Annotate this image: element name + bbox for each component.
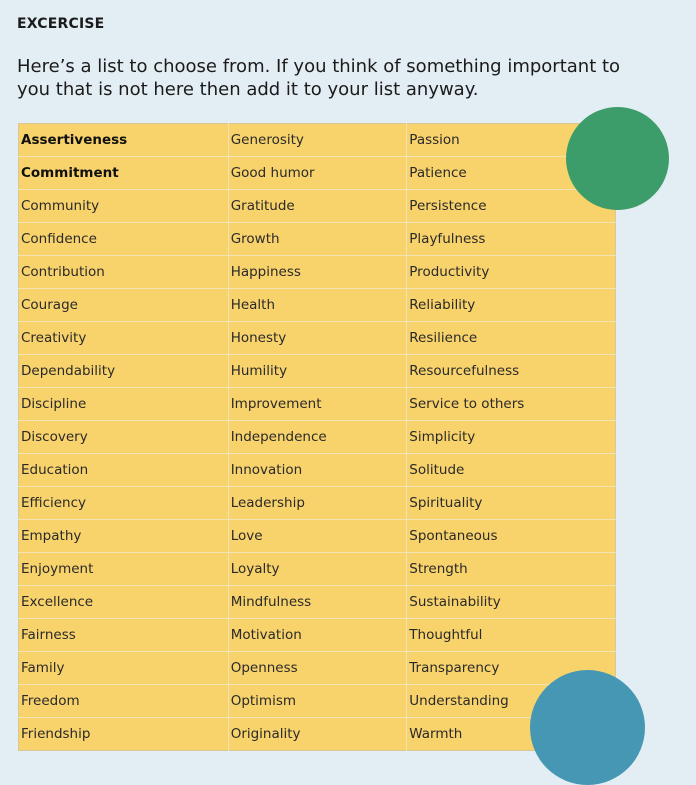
- value-cell: Playfulness: [407, 223, 616, 256]
- table-row: [19, 454, 616, 487]
- value-cell: Warmth: [409, 726, 463, 742]
- table-row: [19, 322, 616, 355]
- value-cell: Empathy: [19, 520, 229, 553]
- value-cell: Discovery: [19, 421, 229, 454]
- value-cell: Spirituality: [407, 487, 616, 520]
- table-row: [19, 289, 616, 322]
- value-cell: Sustainability: [407, 586, 616, 619]
- value-cell: Enjoyment: [19, 553, 229, 586]
- value-cell: Growth: [228, 223, 407, 256]
- intro-text: Here’s a list to choose from. If you think of something important to you that is not here then add it to your list anyway.: [17, 56, 621, 100]
- table-row: [19, 520, 616, 553]
- value-cell: Service to others: [407, 388, 616, 421]
- value-cell: Discipline: [19, 388, 229, 421]
- value-cell: Contribution: [19, 256, 229, 289]
- table-row: [19, 355, 616, 388]
- table-row: [19, 619, 616, 652]
- table-row: [19, 685, 616, 718]
- value-cell: Good humor: [228, 157, 407, 190]
- table-row: [19, 421, 616, 454]
- value-cell: Spontaneous: [407, 520, 616, 553]
- value-cell: Honesty: [228, 322, 407, 355]
- value-cell: Resilience: [407, 322, 616, 355]
- decorative-blue-circle: [530, 670, 645, 785]
- value-cell: Friendship: [19, 718, 229, 751]
- value-cell: Creativity: [19, 322, 229, 355]
- value-cell: Happiness: [228, 256, 407, 289]
- value-cell: Fairness: [19, 619, 229, 652]
- value-cell: Humility: [228, 355, 407, 388]
- table-row: [19, 586, 616, 619]
- value-cell: Dependability: [19, 355, 229, 388]
- value-cell: Assertiveness: [19, 124, 229, 157]
- table-row: [19, 487, 616, 520]
- value-cell: Transparency: [407, 652, 616, 685]
- table-row: [19, 190, 616, 223]
- table-row: [19, 223, 616, 256]
- value-cell: Strength: [407, 553, 616, 586]
- value-cell: Solitude: [407, 454, 616, 487]
- value-cell: Gratitude: [228, 190, 407, 223]
- value-cell: Improvement: [228, 388, 407, 421]
- value-cell: Optimism: [228, 685, 407, 718]
- value-cell: Education: [19, 454, 229, 487]
- value-cell: Family: [19, 652, 229, 685]
- table-row: [19, 553, 616, 586]
- value-cell: Openness: [228, 652, 407, 685]
- value-cell: Loyalty: [228, 553, 407, 586]
- value-cell: Persistence: [407, 190, 616, 223]
- value-cell: Passion: [407, 124, 616, 157]
- value-cell: Motivation: [228, 619, 407, 652]
- values-table: [18, 123, 616, 751]
- value-cell: Reliability: [407, 289, 616, 322]
- value-cell: Freedom: [19, 685, 229, 718]
- table-row: [19, 652, 616, 685]
- value-cell: Independence: [228, 421, 407, 454]
- table-row: [19, 124, 616, 157]
- table-row: [19, 718, 616, 751]
- value-cell: Thoughtful: [407, 619, 616, 652]
- value-cell: Community: [19, 190, 229, 223]
- value-cell: Understanding: [407, 685, 616, 718]
- value-cell: Resourcefulness: [407, 355, 616, 388]
- value-cell: Originality: [228, 718, 407, 751]
- values-table-body: [19, 124, 616, 751]
- decorative-green-circle: [566, 107, 669, 210]
- value-cell: Efficiency: [19, 487, 229, 520]
- value-cell: Generosity: [228, 124, 407, 157]
- value-cell: Leadership: [228, 487, 407, 520]
- value-cell: Mindfulness: [228, 586, 407, 619]
- value-cell: Commitment: [19, 157, 229, 190]
- value-cell: Excellence: [19, 586, 229, 619]
- table-row: [19, 388, 616, 421]
- value-cell: Courage: [19, 289, 229, 322]
- table-row: [19, 256, 616, 289]
- value-cell: Confidence: [19, 223, 229, 256]
- page-heading: EXCERCISE: [17, 16, 105, 32]
- value-cell: Productivity: [407, 256, 616, 289]
- value-cell: Love: [228, 520, 407, 553]
- table-row: [19, 157, 616, 190]
- value-cell: Innovation: [228, 454, 407, 487]
- value-cell: Patience: [407, 157, 616, 190]
- value-cell: Health: [228, 289, 407, 322]
- value-cell: Simplicity: [407, 421, 616, 454]
